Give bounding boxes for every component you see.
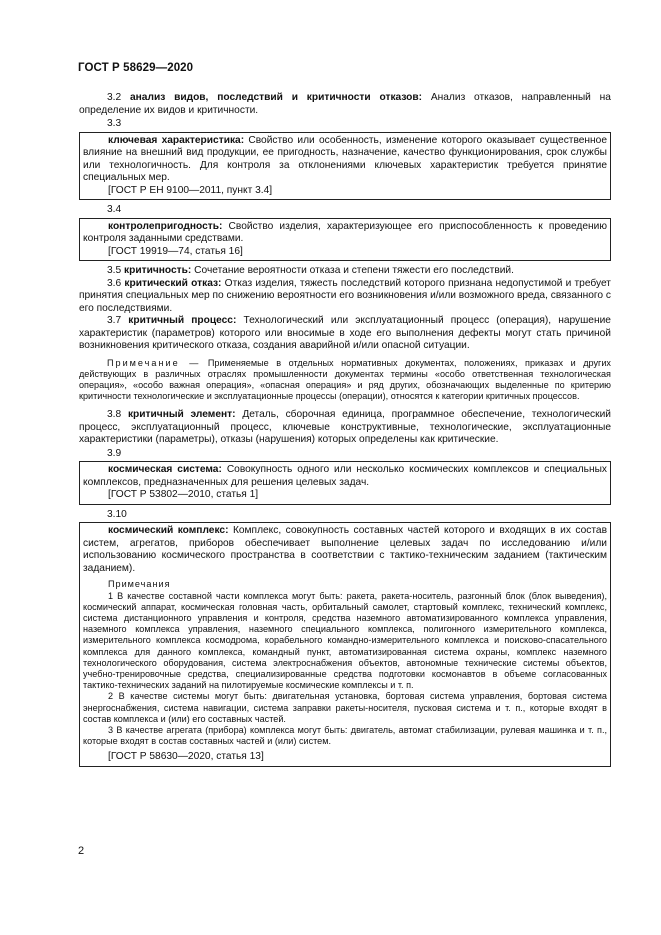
term-source: [ГОСТ Р 53802—2010, статья 1] [108, 489, 259, 501]
term-3-7: 3.7 критичный процесс: Технологический или эксплуатационный процесс (операция), нарушение характеристик (параметров) которого или вносимые в ходе его выполнения дефекты могут стать причиной возникновения критического отказа, создания аварийной и/или опасной ситуации. [79, 315, 611, 351]
term-number: 3.9 [107, 447, 122, 459]
note-item-1: 1 В качестве составной части комплекса могут быть: ракета, ракета-носитель, разгонный блок (блок выведения), космический аппарат, космическая головная часть, орбитальный самолет, стартовый комплекс, технический комплекс, система дистанционного управления и контроля, средства наземного автоматизированного комплекса управления, наземного комплекса управления, наземного специального комплекса, полигонного измерительного комплекса, измерительного комплекса космодрома, корабельного командно-измерительного комплекса и поисково-спасательного комплекса для данного комплекса, командный пункт, автоматизированная система охраны, комплекс наземного технологического оборудования, система электроснабжения объектов, автономные технические системы объектов, учебно-тренировочные средства, специализированные средства подготовки космонавтов в объеме согласованных тактико-технических заданий на пилотируемые космические комплексы и т. п. [83, 590, 607, 691]
term-title: космический комплекс: [108, 525, 229, 537]
term-title: критический отказ: [124, 277, 222, 289]
term-definition: Свойство изделия, характеризующее его приспособленность к проведению контроля заданными средствами. [83, 220, 607, 244]
note-item-3: 3 В качестве агрегата (прибора) комплекса могут быть: двигатель, автомат стабилизации, рулевая машинка и т. п., которые входят в состав составных частей и (или) систем. [83, 724, 607, 747]
term-number: 3.10 [107, 508, 127, 520]
term-title: критичность: [124, 265, 192, 276]
term-title: анализ видов, последствий и критичности отказов: [129, 92, 423, 103]
term-source: [ГОСТ Р ЕН 9100—2011, пункт 3.4] [108, 184, 273, 196]
note-label: Примечание — [107, 357, 201, 368]
notes-title: Примечания [108, 579, 171, 590]
document-content [79, 92, 611, 771]
term-definition: Свойство или особенность, изменение которого оказывает существенное влияние на внешний вид продукции, ее пригодность, назначение, качество функционирования, срок службы или технологичность. Для контроля за отклонениями ключевых характеристик требуется принятие специальных мер. [83, 134, 607, 183]
term-3-6: 3.6 критический отказ: Отказ изделия, тяжесть последствий которого признана недопустимой и требует принятия специальных мер по снижению вероятности его возникновения и/или возможного вреда, связанного с его последствиями. [79, 277, 611, 314]
term-title: критичный элемент: [127, 409, 236, 421]
term-note [79, 358, 611, 403]
term-3-9-box [79, 461, 611, 505]
note-item-2: 2 В качестве системы могут быть: двигательная установка, бортовая система управления, бортовая система энергоснабжения, система навигации, система заправки ракеты-носителя, пусковая система и т. п., которые входят в состав комплекса и (или) его составных частей. [83, 691, 607, 724]
term-definition: Анализ отказов, направленный на определение их видов и критичности. [79, 92, 611, 116]
term-number: 3.4 [107, 204, 122, 215]
standard-header: ГОСТ Р 58629—2020 [78, 62, 194, 74]
term-title: ключевая характеристика: [108, 134, 245, 146]
term-definition: Сочетание вероятности отказа и степени тяжести его последствий. [194, 265, 514, 276]
term-3-5: 3.5 критичность: Сочетание вероятности отказа и степени тяжести его последствий. [107, 265, 514, 276]
term-definition: Совокупность одного или несколько космических комплексов и специальных комплексов, предназначенных для решения целевых задач. [83, 464, 607, 488]
term-definition: Отказ изделия, тяжесть последствий которого признана недопустимой и требует принятия специальных мер по снижению вероятности его возникновения и/или возможного вреда, связанного с его последствиями. [79, 277, 611, 314]
term-3-2: 3.2 анализ видов, последствий и критичности отказов: Анализ отказов, направленный на определение их видов и критичности. [79, 92, 611, 116]
term-definition: Деталь, сборочная единица, программное обеспечение, технологический процесс, эксплуатационный процесс, ключевые конструктивные, технологические, эксплуатационные характеристики (параметры), отказы (нарушения) которых определены как критические. [79, 409, 611, 446]
term-3-4-box [79, 218, 611, 262]
term-3-3-box [79, 132, 611, 201]
term-number: 3.3 [107, 118, 122, 129]
page-number: 2 [78, 845, 85, 857]
term-source: [ГОСТ 19919—74, статья 16] [108, 245, 243, 257]
term-3-8: 3.8 критичный элемент: Деталь, сборочная единица, программное обеспечение, технологический процесс, эксплуатационный процесс, ключевые конструктивные, технологические, эксплуатационные характеристики (параметры), отказы (нарушения) которых определены как критические. [79, 409, 611, 446]
term-source: [ГОСТ Р 58630—2020, статья 13] [108, 751, 264, 763]
term-title: контролепригодность: [108, 220, 223, 232]
note-text: Применяемые в отдельных нормативных документах, положениях, приказах и других действующих в различных отраслях промышленности документах термины «особо ответственная технологическая операция», «особо важная операция», «опасная операция» и ряд других, обозначающих выделенные по критерию критичности технологические и эксплуатационные процессы (операции), относятся к категории критичных процессов. [79, 357, 611, 402]
term-definition: Технологический или эксплуатационный процесс (операция), нарушение характеристик (параметров) которого или вносимые в ходе его выполнения дефекты могут стать причиной возникновения критического отказа, создания аварийной и/или опасной ситуации. [79, 315, 611, 351]
term-definition: Комплекс, совокупность составных частей которого и входящих в их состав систем, агрегатов, приборов обеспечивает выполнение целевых задач по исследованию и/или использованию космического пространства в соответствии с тактико-техническим заданием (тактическим заданием). [83, 525, 607, 574]
term-3-10-box [79, 522, 611, 767]
term-title: критичный процесс: [128, 315, 237, 326]
term-title: космическая система: [108, 464, 222, 476]
